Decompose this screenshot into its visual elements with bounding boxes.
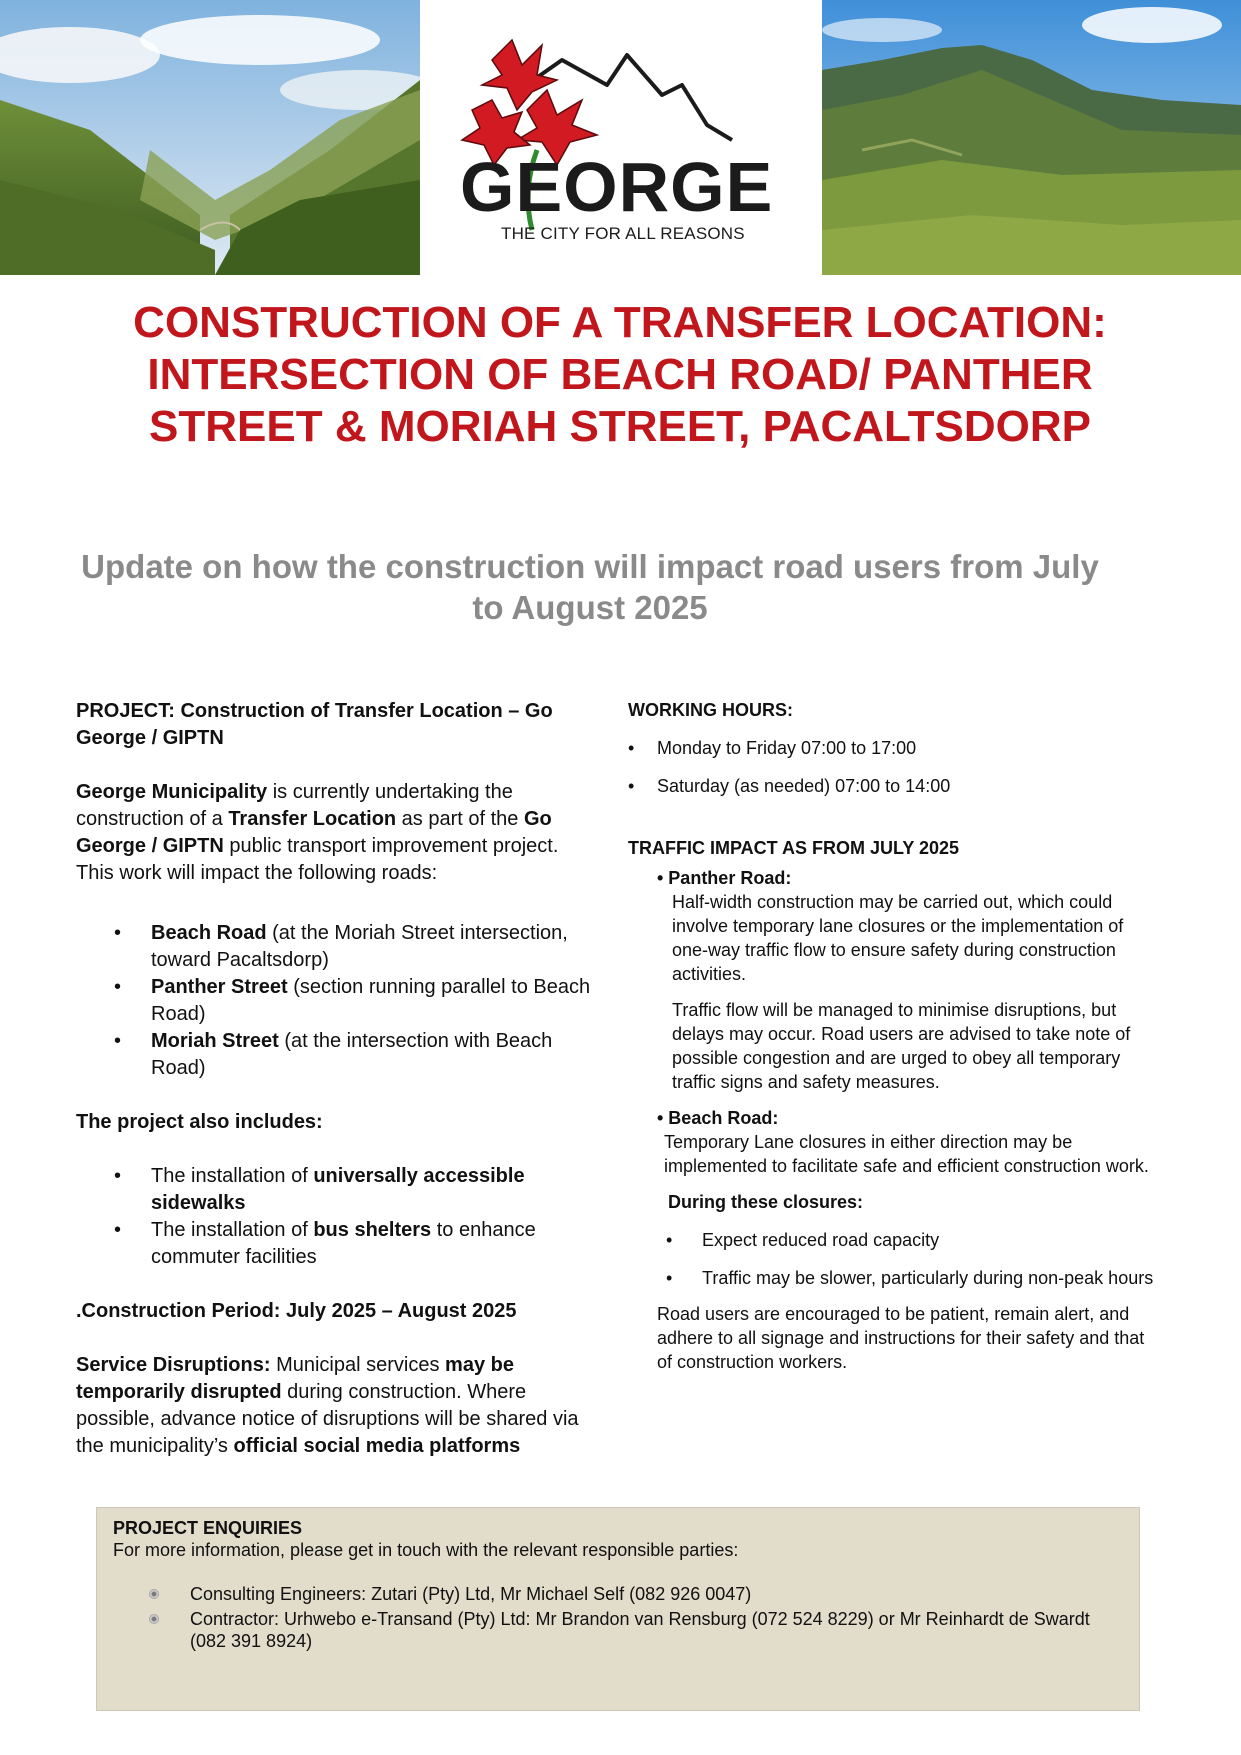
intro-paragraph: George Municipality is currently undertaking the construction of a Transfer Location as part of the Go George / GIPTN public transport improvement project. This work will impact the following roads: <box>76 781 559 884</box>
working-hours-heading: WORKING HOURS: <box>628 700 793 720</box>
enquiries-intro: For more information, please get in touch with the relevant responsible parties: <box>113 1540 739 1560</box>
bullet-icon <box>149 1614 159 1624</box>
list-item: • Traffic may be slower, particularly during non-peak hours <box>666 1268 1154 1288</box>
service-disruptions: Service Disruptions: Municipal services may be temporarily disrupted during construction. Where possible, advance notice of disruptions will be shared via the municipality’s official social media platforms <box>76 1354 579 1457</box>
logo-wordmark: GEORGE <box>460 148 774 226</box>
list-item: • The installation of bus shelters to enhance commuter facilities <box>114 1219 536 1268</box>
list-item: • Monday to Friday 07:00 to 17:00 <box>628 738 917 758</box>
traffic-impact-heading: TRAFFIC IMPACT AS FROM JULY 2025 <box>628 838 960 858</box>
george-logo <box>432 0 810 275</box>
enquiries-heading: PROJECT ENQUIRIES <box>113 1518 303 1538</box>
left-column <box>76 698 594 1460</box>
bullet-icon <box>149 1589 159 1599</box>
page-title: CONSTRUCTION OF A TRANSFER LOCATION: INTERSECTION OF BEACH ROAD/ PANTHER STREET & MORIAH STREET, PACALTSDORP <box>133 298 1107 451</box>
mountain-valley-photo-left <box>0 0 420 275</box>
project-enquiries-box <box>96 1507 1140 1711</box>
list-item: • Saturday (as needed) 07:00 to 14:00 <box>628 776 951 796</box>
page-subtitle: Update on how the construction will impact road users from July to August 2025 <box>81 548 1099 626</box>
list-item: Consulting Engineers: Zutari (Pty) Ltd, Mr Michael Self (082 926 0047) <box>113 1583 1113 1605</box>
beach-road-heading: • Beach Road: <box>657 1108 779 1128</box>
logo-tagline: THE CITY FOR ALL REASONS <box>501 224 745 243</box>
includes-heading: The project also includes: <box>76 1111 323 1133</box>
includes-list <box>76 1163 594 1271</box>
header-banner <box>0 0 1241 275</box>
construction-period: .Construction Period: July 2025 – August 2025 <box>76 1300 517 1322</box>
beach-road-text: Temporary Lane closures in either direction may be implemented to facilitate safe and efficient construction work. <box>664 1132 1149 1176</box>
list-item: • Beach Road (at the Moriah Street intersection, toward Pacaltsdorp) <box>114 922 568 971</box>
project-heading: PROJECT: Construction of Transfer Location – Go George / GIPTN <box>76 700 553 749</box>
panther-road-heading: • Panther Road: <box>657 868 792 888</box>
mountain-peak-photo-right <box>822 0 1241 275</box>
list-item: • The installation of universally accessible sidewalks <box>114 1165 525 1214</box>
list-item: Contractor: Urhwebo e-Transand (Pty) Ltd: Mr Brandon van Rensburg (072 524 8229) or Mr Reinhardt de Swardt (082 391 8924) <box>113 1608 1113 1652</box>
affected-roads-list <box>76 920 594 1082</box>
panther-road-text: Half-width construction may be carried out, which could involve temporary lane closures or the implementation of one-way traffic flow to ensure safety during construction activities. <box>672 892 1124 984</box>
closing-note: Road users are encouraged to be patient, remain alert, and adhere to all signage and instructions for their safety and that of construction workers. <box>657 1304 1145 1372</box>
panther-road-text-2: Traffic flow will be managed to minimise disruptions, but delays may occur. Road users are advised to take note of possible congestion and are urged to obey all temporary traffic signs and safety measures. <box>672 1000 1131 1092</box>
list-item: • Moriah Street (at the intersection with Beach Road) <box>114 1030 553 1079</box>
closures-heading: During these closures: <box>668 1192 864 1212</box>
list-item: • Expect reduced road capacity <box>666 1230 940 1250</box>
right-column <box>628 698 1158 1374</box>
list-item: • Panther Street (section running parallel to Beach Road) <box>114 976 591 1025</box>
